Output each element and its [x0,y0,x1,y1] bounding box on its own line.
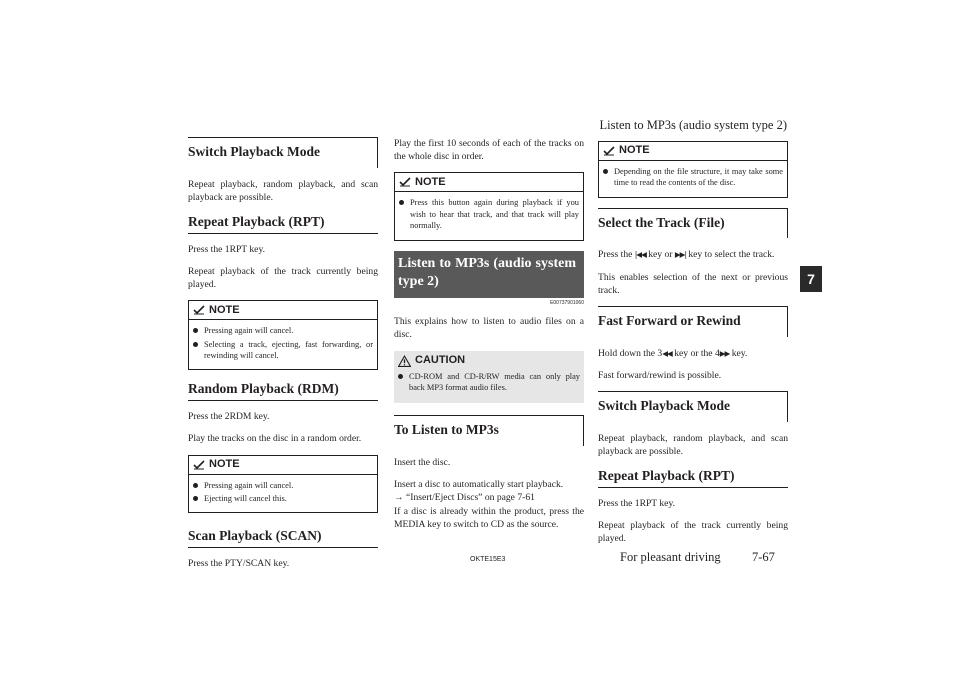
bullet-icon [193,496,198,501]
footer-section-label: For pleasant driving [620,550,721,564]
section-code: E00737901060 [550,300,584,307]
note-box [188,455,378,514]
paragraph: Repeat playback of the track currently being played. [188,265,378,291]
note-icon [603,146,615,156]
note-icon [193,305,205,315]
note-label: NOTE [619,144,650,157]
note-header [193,301,373,319]
text-fragment: key. [731,347,748,359]
chapter-tab[interactable]: 7 [800,266,822,292]
text-fragment: Press the [598,249,633,261]
bullet-icon [399,200,404,205]
note-item-text: Selecting a track, ejecting, fast forwarding, or rewinding will cancel. [204,339,373,361]
paragraph: Repeat playback, random playback, and scan playback are possible. [598,432,788,457]
note-label: NOTE [209,457,240,470]
document-code: OKTE15E3 [470,556,506,563]
note-item-text: Pressing again will cancel. [204,480,294,490]
fast-forward-icon: ▶▶ [719,348,730,358]
column-1 [188,137,378,579]
note-label: NOTE [209,303,240,316]
caution-label: CAUTION [415,354,466,367]
note-divider [395,191,583,192]
note-item [193,493,373,504]
repeat-playback-heading: Repeat Playback (RPT) [188,213,378,234]
running-header: Listen to MP3s (audio system type 2) [599,118,787,132]
note-label: NOTE [415,175,446,188]
cross-reference-link[interactable]: → “Insert/Eject Discs” on page 7-61 [394,492,535,504]
fast-forward-heading: Fast Forward or Rewind [598,306,788,337]
section-title-banner: Listen to MP3s (audio system type 2) [394,251,584,299]
note-divider [189,319,377,320]
paragraph: Press the 1RPT key. [598,497,676,509]
note-item-text: Press this button again during playback if you wish to hear that track, and that track will play normally. [410,198,579,231]
text-fragment: key to select the track. [688,249,775,261]
note-item-text: Ejecting will cancel this. [204,493,287,503]
note-icon [193,460,205,470]
note-item [193,480,373,491]
random-playback-heading: Random Playback (RDM) [188,380,378,401]
note-header [603,142,783,160]
paragraph [598,248,788,261]
bullet-icon [398,374,403,379]
paragraph: Repeat playback of the track currently being played. [598,520,788,545]
column-2 [394,137,584,540]
paragraph: Press the 2RDM key. [188,411,270,423]
paragraph [598,347,788,360]
note-box [598,141,788,198]
caution-item [398,371,580,394]
bullet-icon [603,169,608,174]
bullet-icon [193,483,198,488]
paragraph: If a disc is already within the product, press the MEDIA key to switch to CD as the source. [394,505,584,530]
caution-header [398,351,580,371]
column-3 [598,137,788,555]
note-header [193,456,373,474]
warning-triangle-icon [398,355,411,367]
paragraph: Fast forward/rewind is possible. [598,369,722,381]
rewind-icon: ◀◀ [662,348,672,358]
note-item-text: Pressing again will cancel. [204,326,294,336]
switch-playback-heading: Switch Playback Mode [188,137,378,168]
bullet-icon [193,342,198,347]
note-divider [599,160,787,161]
note-box [394,172,584,240]
text-fragment: Hold down the 3 [598,347,663,359]
paragraph: This enables selection of the next or previous track. [598,271,788,296]
switch-playback-heading: Switch Playback Mode [598,391,788,422]
next-track-icon: ▶▶| [674,250,686,260]
note-item-text: Depending on the file structure, it may take some time to read the contents of the disc. [614,167,783,188]
paragraph: Play the tracks on the disc in a random order. [188,433,362,445]
paragraph: Repeat playback, random playback, and scan playback are possible. [188,178,378,203]
paragraph: Press the 1RPT key. [188,243,266,255]
note-divider [189,474,377,475]
text-fragment: key or [648,249,673,261]
previous-track-icon: |◀◀ [634,250,646,260]
paragraph: Insert a disc to automatically start playback. [394,479,564,491]
note-item [603,166,783,189]
note-icon [399,177,411,187]
note-box [188,300,378,370]
note-item [399,197,579,231]
scan-playback-heading: Scan Playback (SCAN) [188,527,378,548]
note-item [193,325,373,336]
repeat-playback-heading: Repeat Playback (RPT) [598,467,788,488]
note-header [399,173,579,191]
paragraph: Insert the disc. [394,456,451,468]
bullet-icon [193,328,198,333]
page-number: 7-67 [752,550,775,564]
paragraph: This explains how to listen to audio files on a disc. [394,316,584,341]
caution-item-text: CD-ROM and CD-R/RW media can only play back MP3 format audio files. [409,371,580,392]
paragraph: Play the first 10 seconds of each of the tracks on the whole disc in order. [394,138,584,163]
note-item [193,339,373,362]
paragraph: Press the PTY/SCAN key. [188,557,290,569]
caution-box [394,351,584,404]
to-listen-heading: To Listen to MP3s [394,415,584,446]
select-track-heading: Select the Track (File) [598,208,788,239]
text-fragment: key or the 4 [674,347,720,359]
